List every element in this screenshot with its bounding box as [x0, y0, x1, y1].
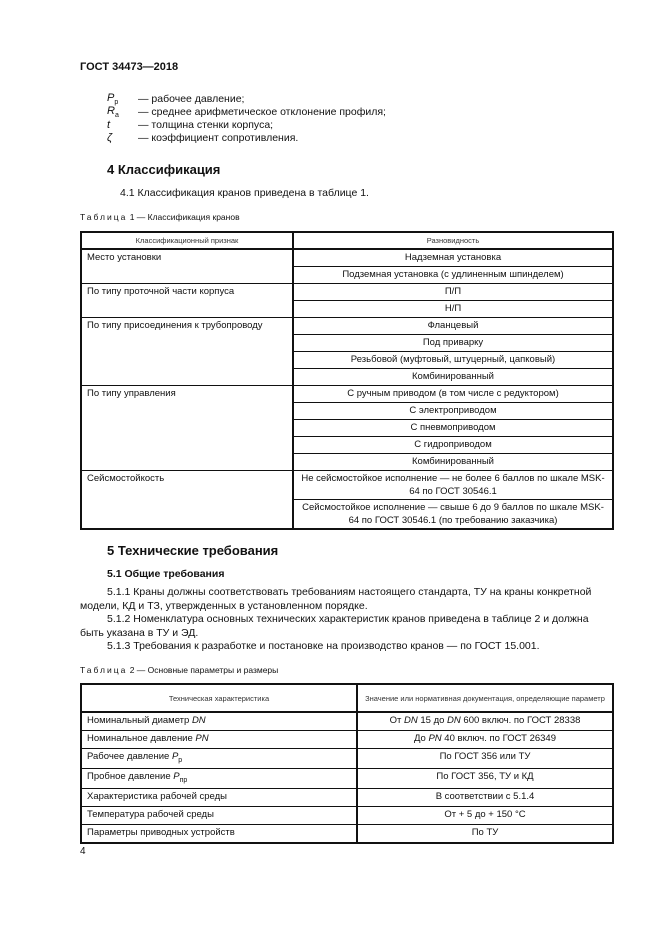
value-text: До [414, 733, 429, 744]
symbol-definition: — среднее арифметическое отклонение профиля; [138, 106, 386, 118]
symbol: DN [404, 715, 418, 726]
variety-cell: С ручным приводом (в том числе с редуктором) [293, 386, 613, 403]
variety-cell: Сейсмостойкое исполнение — свыше 6 до 9 баллов по шкале MSK-64 по ГОСТ 30546.1 (по требованию заказчика) [293, 500, 613, 530]
header-cell: Разновидность [293, 232, 613, 249]
value-text: 15 до [417, 715, 448, 726]
header-cell: Техническая характеристика [81, 684, 357, 712]
value-text: 600 включ. по ГОСТ 28338 [460, 715, 581, 726]
variety-cell: Фланцевый [293, 318, 613, 335]
symbol: PN [428, 733, 442, 744]
variety-cell: Надземная установка [293, 249, 613, 267]
classification-feature: Место установки [81, 249, 293, 284]
value-cell [357, 806, 613, 824]
value-cell [357, 749, 613, 769]
characteristic-cell [81, 712, 357, 731]
characteristic-name: Рабочее давление [87, 751, 172, 762]
symbol-definition: — рабочее давление; [138, 93, 245, 105]
symbol: P [171, 751, 179, 762]
value-text: По ГОСТ 356, ТУ и КД [436, 770, 534, 782]
characteristic-cell [81, 806, 357, 824]
variety-cell: Комбинированный [293, 454, 613, 471]
symbol: t [107, 119, 111, 131]
header-cell: Классификационный признак [81, 232, 293, 249]
value-text: В соответствии с 5.1.4 [435, 790, 535, 802]
symbol [107, 105, 137, 119]
characteristic-name: Номинальный диаметр [87, 715, 192, 726]
symbol-definition: — коэффициент сопротивления. [138, 132, 299, 144]
variety-cell: Под приварку [293, 335, 613, 352]
table-1-caption [80, 212, 240, 222]
table-row [81, 788, 613, 806]
document-header: ГОСТ 34473—2018 [80, 61, 179, 73]
table-header-row [81, 684, 613, 712]
subsection-5-1-title: 5.1 Общие требования [107, 568, 225, 580]
symbol-letter: R [107, 105, 115, 117]
characteristic-cell [81, 824, 357, 843]
table-row [81, 386, 613, 403]
section-5-title: 5 Технические требования [107, 543, 279, 558]
table-row [81, 749, 613, 769]
variety-cell: С электроприводом [293, 403, 613, 420]
table-row [81, 731, 613, 749]
table-row [81, 249, 613, 267]
variety-cell: С гидроприводом [293, 437, 613, 454]
caption-text: 2 — Основные параметры и размеры [127, 665, 279, 675]
table-row [81, 712, 613, 731]
variety-cell: Комбинированный [293, 369, 613, 386]
characteristic-name: Параметры приводных устройств [87, 826, 235, 838]
variety-cell: С пневмоприводом [293, 420, 613, 437]
classification-feature: По типу управления [81, 386, 293, 471]
symbol-letter: P [107, 92, 115, 104]
table-row [81, 318, 613, 335]
table-row [81, 806, 613, 824]
symbol: P [173, 770, 180, 782]
table-row [81, 471, 613, 500]
variety-cell: Подземная установка (с удлиненным шпинделем) [293, 267, 613, 284]
variety-cell: Н/П [293, 301, 613, 318]
table-header-row [81, 232, 613, 249]
characteristic-name: Температура рабочей среды [87, 808, 214, 820]
value-text: По ГОСТ 356 или ТУ [439, 751, 531, 762]
value-cell [357, 788, 613, 806]
symbol-sub: a [114, 112, 119, 120]
table-2 [80, 683, 614, 844]
caption-text: 1 — Классификация кранов [127, 212, 240, 222]
variety-cell: Резьбовой (муфтовый, штуцерный, цапковый) [293, 352, 613, 369]
section-4-title: 4 Классификация [107, 162, 221, 177]
value-text: 40 включ. по ГОСТ 26349 [441, 733, 556, 744]
characteristic-cell [81, 768, 357, 788]
value-cell [357, 824, 613, 843]
paragraph-4-1: 4.1 Классификация кранов приведена в таблице 1. [120, 187, 369, 199]
classification-feature: По типу проточной части корпуса [81, 284, 293, 318]
table-1 [80, 231, 614, 530]
symbol: DN [447, 715, 461, 726]
classification-feature: По типу присоединения к трубопроводу [81, 318, 293, 386]
symbol-definition: — толщина стенки корпуса; [138, 119, 274, 131]
symbol-sub: р [114, 99, 119, 107]
table-row [81, 284, 613, 301]
value-text: От + 5 до + 150 °С [444, 808, 526, 820]
characteristic-name: Характеристика рабочей среды [87, 790, 228, 802]
characteristic-name: Номинальное давление [87, 733, 196, 744]
characteristic-cell [81, 731, 357, 749]
paragraph-5-1-1: 5.1.1 Краны должны соответствовать требованиям настоящего стандарта, ТУ на краны конкретной модели, КД и ТЗ, утвержденных в установленном порядке. [80, 586, 592, 612]
value-cell [357, 731, 613, 749]
variety-cell: П/П [293, 284, 613, 301]
characteristic-name: Пробное давление [87, 770, 174, 782]
symbol: PN [195, 733, 209, 744]
classification-feature: Сейсмостойкость [81, 471, 293, 530]
characteristic-cell [81, 749, 357, 769]
value-text: По ТУ [471, 826, 499, 838]
value-cell [357, 712, 613, 731]
header-cell: Значение или нормативная документация, определяющие параметр [357, 684, 613, 712]
page-number: 4 [80, 846, 86, 857]
value-cell [357, 768, 613, 788]
characteristic-cell [81, 788, 357, 806]
variety-cell: Не сейсмостойкое исполнение — не более 6 баллов по шкале MSK-64 по ГОСТ 30546.1 [293, 471, 613, 500]
paragraph-5-1-2: 5.1.2 Номенклатура основных технических характеристик кранов приведена в таблице 2 и должна быть указана в ТУ и ЭД. [80, 613, 589, 639]
table-row [81, 824, 613, 843]
symbol-sub: пр [179, 776, 188, 784]
table-2-caption [80, 665, 278, 675]
caption-word: Таблица [80, 665, 128, 675]
caption-word: Таблица [80, 212, 128, 222]
symbol-sub: р [178, 756, 183, 764]
paragraph-5-1-3: 5.1.3 Требования к разработке и постановке на производство кранов — по ГОСТ 15.001. [107, 640, 540, 652]
value-text: От [389, 715, 404, 726]
table-row [81, 768, 613, 788]
symbol: ζ [107, 132, 113, 144]
symbol: DN [191, 715, 206, 726]
